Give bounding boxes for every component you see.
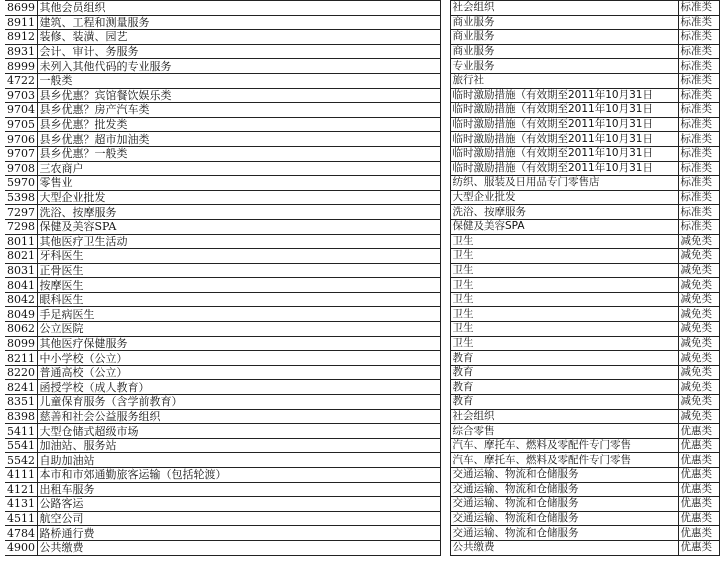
rate-type-cell: 标准类 (678, 161, 719, 176)
column-gap (440, 365, 450, 380)
industry-category-cell: 临时激励措施（有效期至2011年10月31日 (450, 146, 678, 161)
industry-category-cell: 教育 (450, 395, 678, 410)
rate-type-cell: 减免类 (678, 351, 719, 366)
industry-category-cell: 纺织、服装及日用品专门零售店 (450, 176, 678, 191)
column-gap (440, 190, 450, 205)
merchant-name-cell: 其他医疗卫生活动 (37, 234, 440, 249)
rate-type-cell: 优惠类 (678, 482, 719, 497)
rate-type-cell: 标准类 (678, 73, 719, 88)
rate-type-cell: 减免类 (678, 263, 719, 278)
industry-category-cell: 交通运输、物流和仓储服务 (450, 482, 678, 497)
industry-category-cell: 旅行社 (450, 73, 678, 88)
merchant-name-cell: 公立医院 (37, 322, 440, 337)
rate-type-cell: 减免类 (678, 292, 719, 307)
column-gap (440, 103, 450, 118)
table-row (5, 497, 719, 512)
table-row (5, 307, 719, 322)
merchant-code-cell: 8031 (7, 263, 35, 277)
table-row (5, 117, 719, 132)
rate-type-cell: 优惠类 (678, 526, 719, 541)
merchant-name-cell: 其他会员组织 (37, 1, 440, 16)
merchant-code-cell: 8220 (7, 366, 35, 380)
table-row (5, 322, 719, 337)
merchant-name-cell: 儿童保育服务（含学前教育） (37, 395, 440, 410)
merchant-name-cell: 县乡优惠？房产汽车类 (37, 103, 440, 118)
rate-type-cell: 标准类 (678, 190, 719, 205)
merchant-code-cell: 8911 (7, 15, 35, 29)
industry-category-cell: 交通运输、物流和仓储服务 (450, 497, 678, 512)
column-gap (440, 161, 450, 176)
column-gap (440, 234, 450, 249)
merchant-name-cell: 县乡优惠？超市加油类 (37, 132, 440, 147)
column-gap (440, 336, 450, 351)
column-gap (440, 292, 450, 307)
industry-category-cell: 交通运输、物流和仓储服务 (450, 511, 678, 526)
column-gap (440, 117, 450, 132)
industry-category-cell: 商业服务 (450, 44, 678, 59)
merchant-name-cell: 洗浴、按摩服务 (37, 205, 440, 220)
industry-category-cell: 卫生 (450, 263, 678, 278)
merchant-name-cell: 航空公司 (37, 511, 440, 526)
industry-category-cell: 汽车、摩托车、燃料及零配件专门零售 (450, 453, 678, 468)
rate-type-cell: 减免类 (678, 278, 719, 293)
mcc-rate-table (5, 0, 720, 556)
merchant-code-cell: 8011 (7, 234, 35, 248)
rate-type-cell: 减免类 (678, 234, 719, 249)
merchant-code-cell: 4900 (7, 541, 35, 555)
column-gap (440, 482, 450, 497)
rate-type-cell: 标准类 (678, 176, 719, 191)
rate-type-cell: 标准类 (678, 88, 719, 103)
table-row (5, 351, 719, 366)
merchant-code-cell: 4121 (7, 482, 35, 496)
column-gap (440, 380, 450, 395)
merchant-code-cell: 4784 (7, 526, 35, 540)
rate-type-cell: 优惠类 (678, 511, 719, 526)
column-gap (440, 453, 450, 468)
table-row (5, 161, 719, 176)
merchant-code-cell: 5970 (7, 176, 35, 190)
column-gap (440, 526, 450, 541)
merchant-code-cell: 9706 (7, 132, 35, 146)
rate-type-cell: 减免类 (678, 307, 719, 322)
table-row (5, 540, 719, 555)
merchant-name-cell: 保健及美容SPA (37, 219, 440, 234)
merchant-code-cell: 7297 (7, 205, 35, 219)
merchant-name-cell: 其他医疗保健服务 (37, 336, 440, 351)
merchant-name-cell: 三农商户 (37, 161, 440, 176)
table-row (5, 234, 719, 249)
column-gap (440, 409, 450, 424)
industry-category-cell: 卫生 (450, 307, 678, 322)
industry-category-cell: 临时激励措施（有效期至2011年10月31日 (450, 132, 678, 147)
column-gap (440, 59, 450, 74)
column-gap (440, 263, 450, 278)
industry-category-cell: 临时激励措施（有效期至2011年10月31日 (450, 117, 678, 132)
merchant-name-cell: 加油站、服务站 (37, 438, 440, 453)
rate-type-cell: 优惠类 (678, 438, 719, 453)
merchant-code-cell: 9705 (7, 118, 35, 132)
merchant-name-cell: 大型企业批发 (37, 190, 440, 205)
rate-type-cell: 减免类 (678, 336, 719, 351)
industry-category-cell: 卫生 (450, 336, 678, 351)
rate-type-cell: 标准类 (678, 1, 719, 16)
table-row (5, 424, 719, 439)
rate-type-cell: 标准类 (678, 59, 719, 74)
rate-type-cell: 优惠类 (678, 424, 719, 439)
rate-type-cell: 减免类 (678, 322, 719, 337)
rate-type-cell: 优惠类 (678, 540, 719, 555)
merchant-name-cell: 中小学校（公立） (37, 351, 440, 366)
table-row (5, 132, 719, 147)
column-gap (440, 132, 450, 147)
merchant-name-cell: 县乡优惠？宾馆餐饮娱乐类 (37, 88, 440, 103)
industry-category-cell: 卫生 (450, 278, 678, 293)
rate-type-cell: 标准类 (678, 30, 719, 45)
merchant-code-cell: 8398 (7, 409, 35, 423)
table-row (5, 44, 719, 59)
column-gap (440, 146, 450, 161)
table-row (5, 336, 719, 351)
rate-type-cell: 标准类 (678, 117, 719, 132)
table-row (5, 380, 719, 395)
rate-type-cell: 减免类 (678, 249, 719, 264)
table-row (5, 73, 719, 88)
merchant-code-cell: 8351 (7, 395, 35, 409)
rate-type-cell: 减免类 (678, 409, 719, 424)
rate-type-cell: 标准类 (678, 44, 719, 59)
merchant-name-cell: 装修、装潢、园艺 (37, 30, 440, 45)
merchant-code-cell: 8062 (7, 322, 35, 336)
industry-category-cell: 教育 (450, 351, 678, 366)
industry-category-cell: 卫生 (450, 292, 678, 307)
industry-category-cell: 汽车、摩托车、燃料及零配件专门零售 (450, 438, 678, 453)
table-row (5, 103, 719, 118)
merchant-code-cell: 9707 (7, 147, 35, 161)
industry-category-cell: 临时激励措施（有效期至2011年10月31日 (450, 88, 678, 103)
industry-category-cell: 卫生 (450, 234, 678, 249)
merchant-name-cell: 县乡优惠？一般类 (37, 146, 440, 161)
merchant-name-cell: 牙科医生 (37, 249, 440, 264)
column-gap (440, 44, 450, 59)
column-gap (440, 205, 450, 220)
industry-category-cell: 商业服务 (450, 30, 678, 45)
merchant-code-cell: 8049 (7, 307, 35, 321)
industry-category-cell: 教育 (450, 365, 678, 380)
merchant-code-cell: 8021 (7, 249, 35, 263)
table-row (5, 249, 719, 264)
industry-category-cell: 交通运输、物流和仓储服务 (450, 526, 678, 541)
column-gap (440, 468, 450, 483)
rate-type-cell: 标准类 (678, 103, 719, 118)
merchant-code-cell: 5541 (7, 439, 35, 453)
merchant-code-cell: 9708 (7, 161, 35, 175)
merchant-code-cell: 5542 (7, 453, 35, 467)
rate-type-cell: 减免类 (678, 380, 719, 395)
column-gap (440, 322, 450, 337)
industry-category-cell: 社会组织 (450, 1, 678, 16)
column-gap (440, 424, 450, 439)
industry-category-cell: 保健及美容SPA (450, 219, 678, 234)
table-row (5, 219, 719, 234)
table-row (5, 468, 719, 483)
merchant-name-cell: 眼科医生 (37, 292, 440, 307)
column-gap (440, 15, 450, 30)
merchant-name-cell: 普通高校（公立） (37, 365, 440, 380)
table-row (5, 176, 719, 191)
industry-category-cell: 交通运输、物流和仓储服务 (450, 468, 678, 483)
rate-type-cell: 减免类 (678, 395, 719, 410)
merchant-name-cell: 函授学校（成人教育） (37, 380, 440, 395)
industry-category-cell: 洗浴、按摩服务 (450, 205, 678, 220)
industry-category-cell: 卫生 (450, 249, 678, 264)
merchant-name-cell: 公路客运 (37, 497, 440, 512)
industry-category-cell: 社会组织 (450, 409, 678, 424)
merchant-name-cell: 自助加油站 (37, 453, 440, 468)
merchant-code-cell: 5398 (7, 191, 35, 205)
rate-type-cell: 标准类 (678, 219, 719, 234)
industry-category-cell: 商业服务 (450, 15, 678, 30)
industry-category-cell: 大型企业批发 (450, 190, 678, 205)
merchant-code-cell: 8912 (7, 30, 35, 44)
industry-category-cell: 卫生 (450, 322, 678, 337)
table-row (5, 292, 719, 307)
table-row (5, 15, 719, 30)
industry-category-cell: 临时激励措施（有效期至2011年10月31日 (450, 103, 678, 118)
column-gap (440, 351, 450, 366)
column-gap (440, 73, 450, 88)
merchant-code-cell: 8931 (7, 45, 35, 59)
column-gap (440, 511, 450, 526)
merchant-name-cell: 建筑、工程和测量服务 (37, 15, 440, 30)
merchant-name-cell: 大型仓储式超级市场 (37, 424, 440, 439)
table-row (5, 59, 719, 74)
column-gap (440, 395, 450, 410)
merchant-name-cell: 公共缴费 (37, 540, 440, 555)
rate-type-cell: 标准类 (678, 205, 719, 220)
merchant-name-cell: 零售业 (37, 176, 440, 191)
rate-type-cell: 标准类 (678, 132, 719, 147)
column-gap (440, 540, 450, 555)
table-row (5, 409, 719, 424)
table-row (5, 278, 719, 293)
merchant-name-cell: 出租车服务 (37, 482, 440, 497)
merchant-name-cell: 路桥通行费 (37, 526, 440, 541)
table-row (5, 30, 719, 45)
table-row (5, 263, 719, 278)
column-gap (440, 176, 450, 191)
table-row (5, 453, 719, 468)
table-row (5, 146, 719, 161)
merchant-name-cell: 正骨医生 (37, 263, 440, 278)
merchant-code-cell: 4111 (7, 468, 35, 482)
column-gap (440, 88, 450, 103)
industry-category-cell: 临时激励措施（有效期至2011年10月31日 (450, 161, 678, 176)
industry-category-cell: 专业服务 (450, 59, 678, 74)
table-row (5, 482, 719, 497)
merchant-name-cell: 会计、审计、务服务 (37, 44, 440, 59)
merchant-name-cell: 未列入其他代码的专业服务 (37, 59, 440, 74)
column-gap (440, 438, 450, 453)
table-row (5, 88, 719, 103)
merchant-code-cell: 8041 (7, 278, 35, 292)
column-gap (440, 497, 450, 512)
rate-type-cell: 标准类 (678, 15, 719, 30)
table-row (5, 190, 719, 205)
merchant-code-cell: 9704 (7, 103, 35, 117)
rate-type-cell: 优惠类 (678, 453, 719, 468)
merchant-code-cell: 4722 (7, 74, 35, 88)
merchant-code-cell: 4131 (7, 497, 35, 511)
column-gap (440, 219, 450, 234)
rate-type-cell: 优惠类 (678, 497, 719, 512)
merchant-code-cell: 8099 (7, 336, 35, 350)
merchant-code-cell: 8211 (7, 351, 35, 365)
merchant-code-cell: 8241 (7, 380, 35, 394)
merchant-code-cell: 4511 (7, 512, 35, 526)
merchant-code-cell: 9703 (7, 88, 35, 102)
rate-type-cell: 减免类 (678, 365, 719, 380)
merchant-code-cell: 5411 (7, 424, 35, 438)
column-gap (440, 1, 450, 16)
merchant-name-cell: 按摩医生 (37, 278, 440, 293)
rate-type-cell: 优惠类 (678, 468, 719, 483)
table-row (5, 365, 719, 380)
column-gap (440, 30, 450, 45)
industry-category-cell: 教育 (450, 380, 678, 395)
table-row (5, 438, 719, 453)
merchant-code-cell: 8042 (7, 293, 35, 307)
merchant-code-cell: 7298 (7, 220, 35, 234)
column-gap (440, 249, 450, 264)
industry-category-cell: 综合零售 (450, 424, 678, 439)
merchant-name-cell: 县乡优惠？批发类 (37, 117, 440, 132)
merchant-name-cell: 本市和市郊通勤旅客运输（包括轮渡） (37, 468, 440, 483)
merchant-name-cell: 慈善和社会公益服务组织 (37, 409, 440, 424)
rate-type-cell: 标准类 (678, 146, 719, 161)
table-row (5, 1, 719, 16)
merchant-name-cell: 一般类 (37, 73, 440, 88)
table-body (5, 1, 719, 556)
table-row (5, 526, 719, 541)
merchant-code-cell: 8699 (7, 1, 35, 15)
industry-category-cell: 公共缴费 (450, 540, 678, 555)
merchant-name-cell: 手足病医生 (37, 307, 440, 322)
column-gap (440, 278, 450, 293)
table-row (5, 205, 719, 220)
table-row (5, 511, 719, 526)
column-gap (440, 307, 450, 322)
merchant-code-cell: 8999 (7, 59, 35, 73)
table-row (5, 395, 719, 410)
